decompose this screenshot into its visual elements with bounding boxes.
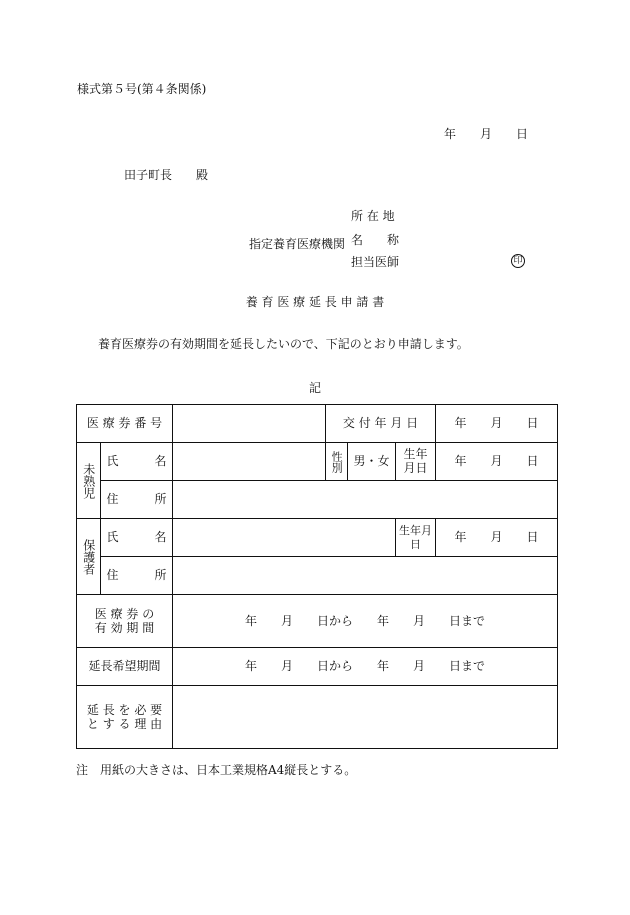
sender-address-label: 所 在 地 — [351, 209, 395, 223]
form-number: 様式第５号(第４条関係) — [77, 82, 207, 96]
extension-period-field[interactable]: 年 月 日から 年 月 日まで — [173, 648, 558, 686]
guardian-name-field[interactable] — [173, 519, 396, 557]
ki-heading: 記 — [308, 381, 321, 395]
validity-label-line-2: 有 効 期 間 — [94, 621, 155, 635]
application-date: 年 月 日 — [444, 127, 529, 141]
table-row — [77, 686, 558, 749]
table-row — [77, 595, 558, 648]
paper-size-note: 注 用紙の大きさは、日本工業規格A4縦長とする。 — [76, 763, 357, 777]
infant-name-label: 氏 名 — [101, 443, 173, 481]
reason-field[interactable] — [173, 686, 558, 749]
guardian-birth-field[interactable]: 年 月 日 — [436, 519, 558, 557]
guardian-label: 保護者 — [77, 519, 101, 595]
infant-birth-field[interactable]: 年 月 日 — [436, 443, 558, 481]
reason-label-line-2: と す る 理 由 — [86, 717, 163, 731]
table-row — [77, 557, 558, 595]
sender-institution-label: 指定養育医療機関 — [249, 237, 346, 251]
infant-name-field[interactable] — [173, 443, 326, 481]
table-row — [77, 443, 558, 481]
sex-label: 性別 — [326, 443, 348, 481]
guardian-address-field[interactable] — [173, 557, 558, 595]
reason-label-line-1: 延 長 を 必 要 — [86, 702, 163, 717]
validity-period-field[interactable]: 年 月 日から 年 月 日まで — [173, 595, 558, 648]
infant-address-label: 住 所 — [101, 481, 173, 519]
sender-name-label: 名 称 — [351, 233, 400, 247]
issue-date-field[interactable]: 年 月 日 — [436, 405, 558, 443]
guardian-birth-label: 生年月日 — [396, 519, 436, 557]
addressee: 田子町長 殿 — [124, 168, 209, 182]
guardian-address-label: 住 所 — [101, 557, 173, 595]
infant-birth-label — [396, 443, 436, 481]
table-row — [77, 405, 558, 443]
premature-infant-label: 未熟児 — [77, 443, 101, 519]
sex-choice[interactable]: 男・女 — [348, 443, 396, 481]
request-statement: 養育医療券の有効期間を延長したいので、下記のとおり申請します。 — [98, 337, 469, 351]
guardian-name-label: 氏 名 — [101, 519, 173, 557]
document-title: 養 育 医 療 延 長 申 請 書 — [245, 295, 385, 309]
ticket-number-label: 医 療 券 番 号 — [77, 405, 173, 443]
seal-mark: 印 — [511, 254, 525, 268]
ticket-number-field[interactable] — [173, 405, 326, 443]
table-row — [77, 519, 558, 557]
infant-address-field[interactable] — [173, 481, 558, 519]
application-table — [76, 404, 558, 749]
extension-period-label: 延長希望期間 — [77, 648, 173, 686]
reason-label — [77, 686, 173, 749]
table-row — [77, 481, 558, 519]
issue-date-label: 交 付 年 月 日 — [326, 405, 436, 443]
validity-label-line-1: 医 療 券 の — [94, 606, 155, 621]
validity-period-label — [77, 595, 173, 648]
table-row — [77, 648, 558, 686]
infant-birth-label-text: 生年月日 — [403, 446, 428, 475]
doctor-label: 担当医師 — [351, 255, 400, 269]
